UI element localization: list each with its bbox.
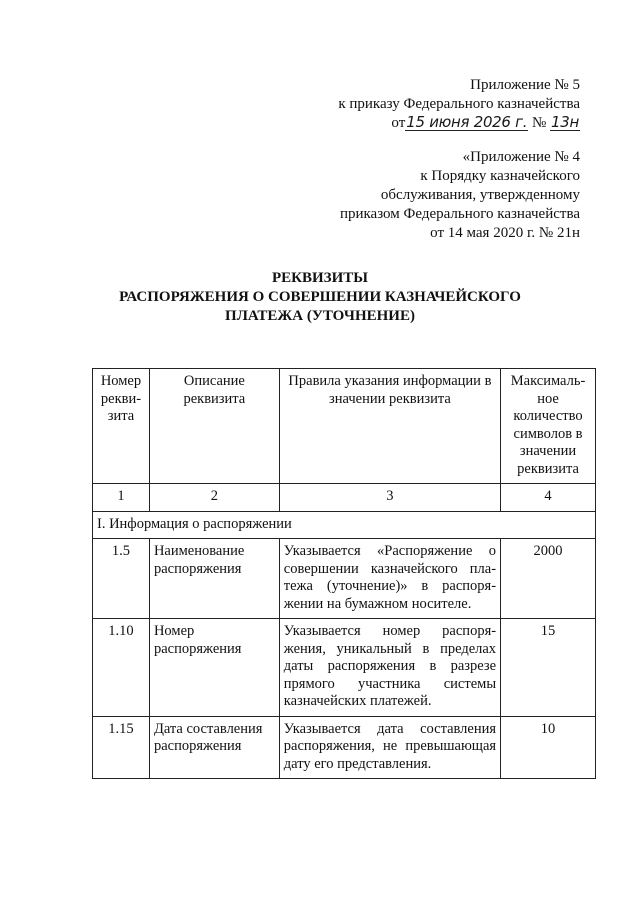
handwritten-number: 13н	[551, 113, 579, 131]
requisites-table	[92, 368, 596, 779]
column-number: 4	[501, 484, 596, 512]
column-number: 2	[149, 484, 279, 512]
title-line-1: РЕКВИЗИТЫ	[271, 270, 369, 286]
quoted-appendix-header	[340, 148, 580, 243]
row-name: Наименование распоряжения	[149, 539, 279, 619]
row-max: 2000	[501, 539, 596, 619]
header-description: Описание реквизита	[149, 369, 279, 484]
quoted-line-3: обслуживания, утвержденному	[380, 187, 580, 203]
row-rule: Указывается «Распоряжение о совершении казначейского пла-тежа (уточнение)» в распоря-жении на бумажном носителе.	[279, 539, 500, 619]
order-date-number-line	[338, 114, 580, 133]
document-title	[0, 269, 640, 326]
section-title: I. Информация о распоряжении	[93, 511, 596, 539]
row-number: 1.5	[93, 539, 150, 619]
appendix-order-ref: к приказу Федерального казначейства	[338, 96, 580, 112]
from-label: от	[391, 115, 406, 131]
header-rules: Правила указания информации в значении реквизита	[279, 369, 500, 484]
column-number: 3	[279, 484, 500, 512]
table-header-row	[93, 369, 596, 484]
column-number-row	[93, 484, 596, 512]
table-row	[93, 539, 596, 619]
appendix-header	[338, 76, 580, 133]
handwritten-date: 15 июня 2026 г.	[406, 113, 528, 131]
section-row	[93, 511, 596, 539]
row-rule: Указывается номер распоря-жения, уникальный в пределах даты распоряжения в разрезе прямого участника системы казначейских платежей.	[279, 619, 500, 717]
row-max: 15	[501, 619, 596, 717]
table-row	[93, 716, 596, 779]
number-label: №	[531, 115, 547, 131]
title-line-2: РАСПОРЯЖЕНИЯ О СОВЕРШЕНИИ КАЗНАЧЕЙСКОГО	[119, 289, 521, 305]
row-number: 1.15	[93, 716, 150, 779]
row-rule: Указывается дата составления распоряжения, не превышающая дату его представления.	[279, 716, 500, 779]
quoted-appendix-number: «Приложение № 4	[462, 149, 580, 165]
title-line-3: ПЛАТЕЖА (УТОЧНЕНИЕ)	[225, 308, 415, 324]
table-row	[93, 619, 596, 717]
quoted-line-2: к Порядку казначейского	[420, 168, 580, 184]
row-name: Дата составления распоряжения	[149, 716, 279, 779]
column-number: 1	[93, 484, 150, 512]
appendix-number: Приложение № 5	[470, 77, 580, 93]
quoted-line-4: приказом Федерального казначейства	[339, 206, 580, 222]
row-max: 10	[501, 716, 596, 779]
row-name: Номер распоряжения	[149, 619, 279, 717]
quoted-line-5: от 14 мая 2020 г. № 21н	[430, 225, 580, 241]
row-number: 1.10	[93, 619, 150, 717]
header-number: Номер рекви-зита	[93, 369, 150, 484]
header-max-chars: Максималь-ное количество символов в значении реквизита	[501, 369, 596, 484]
